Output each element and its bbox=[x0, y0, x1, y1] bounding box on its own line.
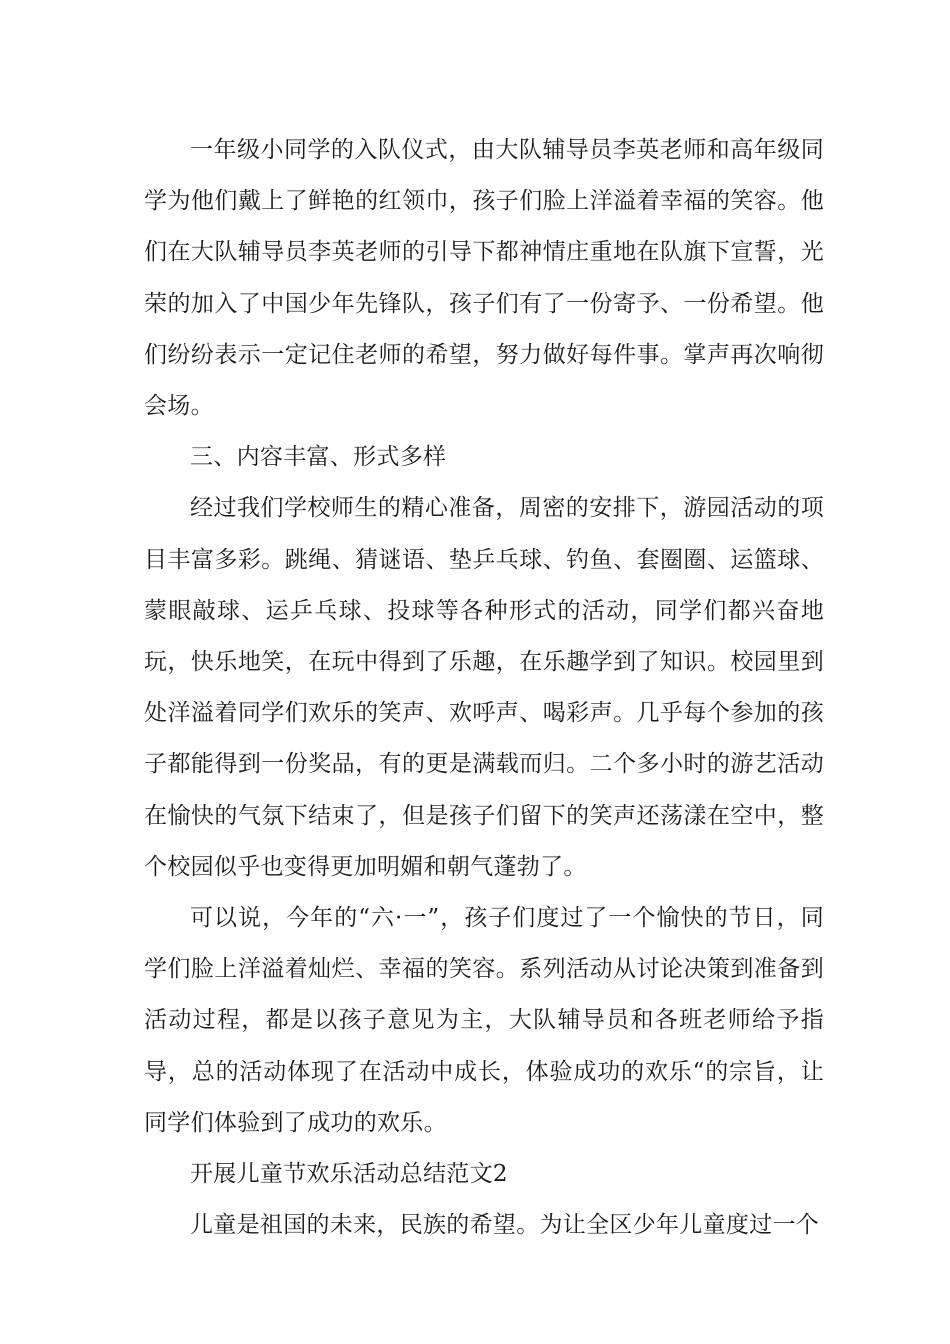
document-body bbox=[144, 125, 824, 1251]
paragraph-summary: 可以说，今年的“六·一”，孩子们度过了一个愉快的节日，同学们脸上洋溢着灿烂、幸福的笑容。系列活动从讨论决策到准备到活动过程，都是以孩子意见为主，大队辅导员和各班老师给予指导，总的活动体现了在活动中成长，体验成功的欢乐“的宗旨，让同学们体验到了成功的欢乐。 bbox=[144, 905, 824, 1136]
section-heading-content-rich: 三、内容丰富、形式多样 bbox=[190, 444, 447, 471]
paragraph-induction-ceremony: 一年级小同学的入队仪式，由大队辅导员李英老师和高年级同学为他们戴上了鲜艳的红领巾，孩子们脸上洋溢着幸福的笑容。他们在大队辅导员李英老师的引导下都神情庄重地在队旗下宣誓，光荣的加入了中国少年先锋队，孩子们有了一份寄予、一份希望。他们纷纷表示一定记住老师的希望，努力做好每件事。掌声再次响彻会场。 bbox=[144, 137, 824, 420]
paragraph-children-future: 儿童是祖国的未来，民族的希望。为让全区少年儿童度过一个 bbox=[190, 1212, 820, 1239]
paragraph-garden-activities: 经过我们学校师生的精心准备，周密的安排下，游园活动的项目丰富多彩。跳绳、猜谜语、垫乒乓球、钓鱼、套圈圈、运篮球、蒙眼敲球、运乒乓球、投球等各种形式的活动，同学们都兴奋地玩，快乐地笑，在玩中得到了乐趣，在乐趣学到了知识。校园里到处洋溢着同学们欢乐的笑声、欢呼声、喝彩声。几乎每个参加的孩子都能得到一份奖品，有的更是满载而归。二个多小时的游艺活动在愉快的气氛下结束了，但是孩子们留下的笑声还荡漾在空中，整个校园似乎也变得更加明媚和朝气蓬勃了。 bbox=[144, 495, 824, 880]
article-title-2: 开展儿童节欢乐活动总结范文2 bbox=[190, 1161, 508, 1188]
